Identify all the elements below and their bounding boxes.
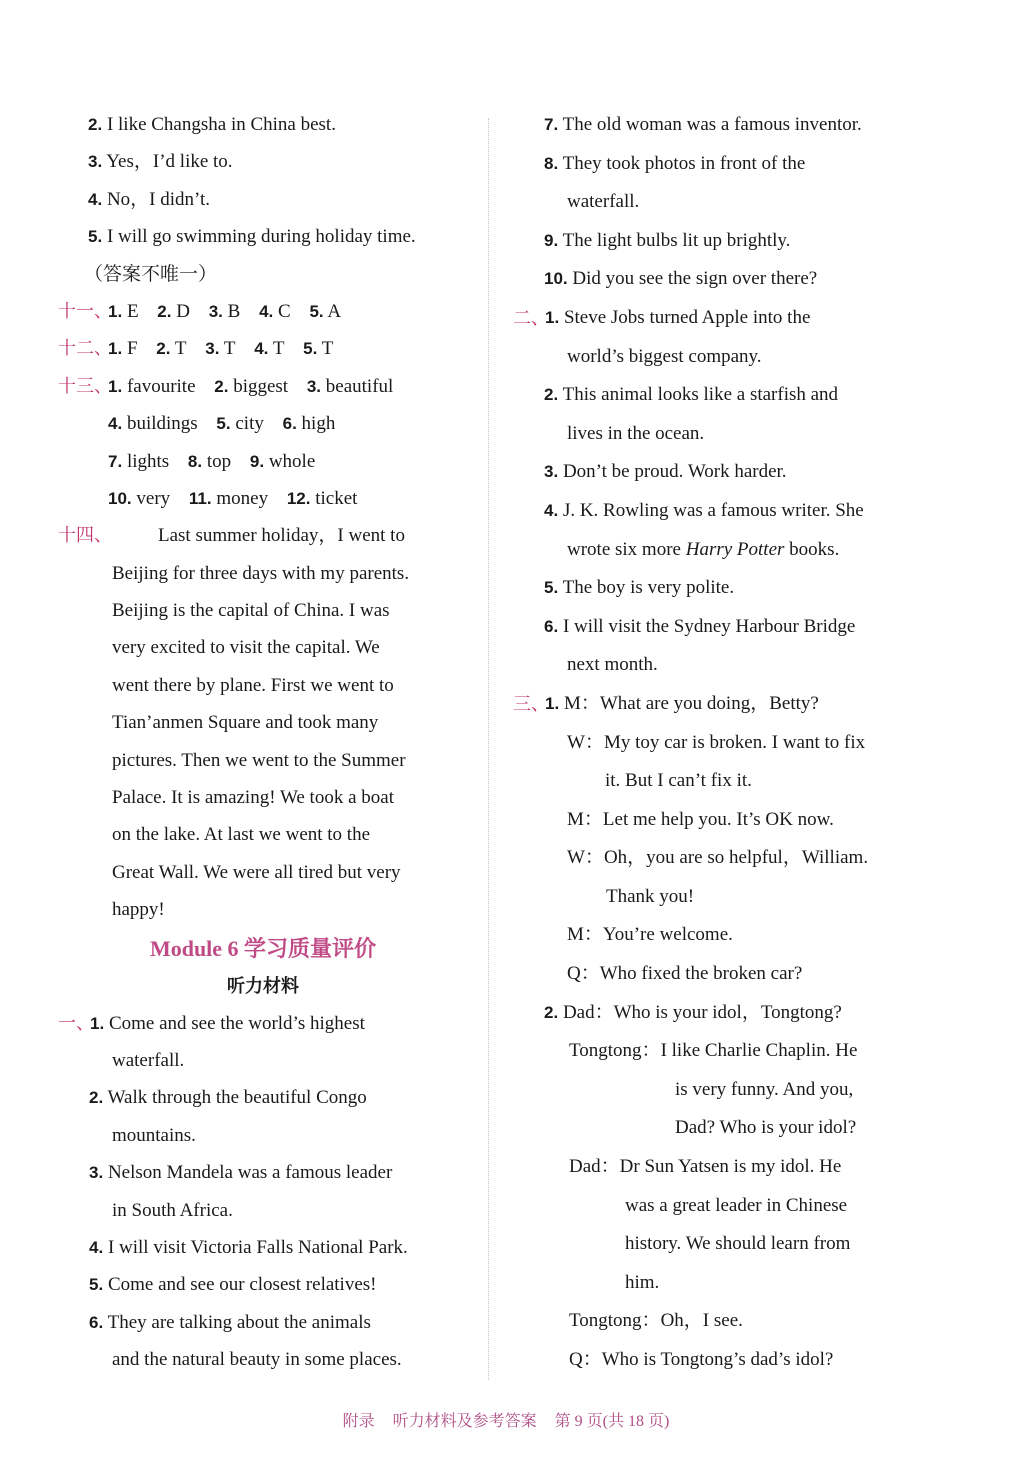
listening-material-title: 听力材料	[227, 975, 299, 997]
section-label: 三、	[513, 693, 549, 714]
listening-item: 二、 1. Steve Jobs turned Apple into the	[513, 299, 923, 338]
answer-note: （答案不唯一）	[84, 263, 218, 285]
dialogue-line: Tongtong：I like Charlie Chaplin. He	[569, 1040, 858, 1062]
dialogue-line: M：You’re welcome.	[567, 924, 733, 946]
book-title: Harry Potter	[685, 538, 785, 560]
listening-item: 4. I will visit Victoria Falls National Park.	[89, 1236, 408, 1258]
dialogue-line: was a great leader in Chinese	[625, 1194, 848, 1216]
listening-item: 一、 1. Come and see the world’s highest	[58, 1005, 468, 1042]
listening-item-cont: mountains.	[112, 1124, 196, 1146]
essay-line: pictures. Then we went to the Summer	[112, 749, 406, 771]
listening-item: 8. They took photos in front of the	[544, 152, 806, 174]
dialogue-line: history. We should learn from	[625, 1233, 851, 1255]
section-13-row: 7. lights 8. top 9. whole	[108, 450, 316, 472]
listening-item: 5. The boy is very polite.	[544, 577, 735, 599]
question-line: Q：Who is Tongtong’s dad’s idol?	[569, 1349, 834, 1370]
dialogue-line: Thank you!	[606, 885, 695, 907]
listening-item-cont: next month.	[567, 654, 658, 676]
essay-line: very excited to visit the capital. We	[112, 637, 380, 659]
listening-item-cont: world’s biggest company.	[567, 345, 762, 367]
dialogue-line: 2. Dad：Who is your idol，Tongtong?	[544, 1001, 842, 1023]
listening-item-cont: and the natural beauty in some places.	[112, 1349, 402, 1371]
essay-line: went there by plane. First we went to	[112, 674, 394, 696]
answer-line: 4. No，I didn’t.	[88, 188, 211, 210]
section-label: 十二、	[58, 338, 112, 359]
essay-line: Beijing is the capital of China. I was	[112, 600, 390, 622]
dialogue-line: is very funny. And you,	[675, 1078, 854, 1100]
dialogue-line: him.	[625, 1271, 660, 1293]
dialogue-line: Dad? Who is your idol?	[675, 1117, 857, 1139]
essay-line: Beijing for three days with my parents.	[112, 562, 410, 584]
listening-item-cont: waterfall.	[567, 191, 640, 213]
listening-item-cont: lives in the ocean.	[567, 422, 705, 444]
listening-item: 5. Come and see our closest relatives!	[89, 1274, 377, 1296]
essay-line: happy!	[112, 899, 165, 921]
essay-line: on the lake. At last we went to the	[112, 824, 371, 846]
dialogue-line: Tongtong：Oh，I see.	[569, 1310, 743, 1332]
listening-item: 10. Did you see the sign over there?	[544, 268, 818, 290]
essay-line: Tian’anmen Square and took many	[112, 712, 379, 734]
listening-item: 2. Walk through the beautiful Congo	[89, 1087, 367, 1109]
essay-line: Palace. It is amazing! We took a boat	[112, 787, 394, 809]
dialogue-line: M：Let me help you. It’s OK now.	[567, 808, 834, 830]
section-label: 十一、	[58, 300, 112, 321]
essay-line: Great Wall. We were all tired but very	[112, 861, 401, 883]
essay-line: 十四、 Last summer holiday，I went to	[58, 517, 468, 554]
listening-item: 9. The light bulbs lit up brightly.	[544, 229, 791, 251]
section-label: 一、	[58, 1012, 94, 1033]
listening-item-cont: wrote six more Harry Potter books.	[567, 538, 840, 560]
section-label: 十三、	[58, 375, 112, 396]
listening-item: 6. I will visit the Sydney Harbour Bridge	[544, 615, 856, 637]
section-label: 十四、	[58, 525, 112, 546]
right-column	[513, 106, 923, 1380]
page-number: 第 9 页(共 18 页)	[554, 1413, 670, 1430]
column-divider	[488, 118, 489, 1380]
page-footer	[0, 1408, 1012, 1431]
section-13: 十三、 1. favourite 2. biggest 3. beautiful	[58, 368, 468, 405]
answer-line: 5. I will go swimming during holiday time.	[88, 226, 416, 248]
listening-item: 3. Nelson Mandela was a famous leader	[89, 1162, 393, 1184]
module-title: Module 6 学习质量评价	[149, 935, 377, 961]
left-column	[58, 106, 468, 1379]
dialogue-line: Dad：Dr Sun Yatsen is my idol. He	[569, 1156, 842, 1178]
dialogue-line: 三、 1. M：What are you doing，Betty?	[513, 685, 923, 724]
dialogue-line: W：My toy car is broken. I want to fix	[567, 731, 866, 753]
section-13-row: 10. very 11. money 12. ticket	[108, 487, 358, 509]
footer-title: 听力材料及参考答案	[392, 1413, 537, 1430]
section-11: 十一、 1. E 2. D 3. B 4. C 5. A	[58, 293, 468, 330]
dialogue-line: it. But I can’t fix it.	[605, 770, 752, 792]
section-label: 二、	[513, 307, 549, 328]
listening-item-cont: in South Africa.	[112, 1199, 233, 1221]
listening-item-cont: waterfall.	[112, 1049, 185, 1071]
dialogue-line: W：Oh，you are so helpful，William.	[567, 847, 869, 869]
question-line: Q：Who fixed the broken car?	[567, 963, 803, 985]
listening-item: 6. They are talking about the animals	[89, 1311, 371, 1333]
listening-item: 4. J. K. Rowling was a famous writer. She	[544, 499, 864, 521]
section-12: 十二、 1. F 2. T 3. T 4. T 5. T	[58, 330, 468, 367]
listening-item: 3. Don’t be proud. Work harder.	[544, 461, 787, 483]
listening-item: 7. The old woman was a famous inventor.	[544, 114, 862, 135]
answer-line: 2. I like Changsha in China best.	[88, 114, 336, 135]
answer-line: 3. Yes，I’d like to.	[88, 151, 233, 173]
listening-item: 2. This animal looks like a starfish and	[544, 384, 839, 406]
footer-appendix: 附录	[342, 1413, 375, 1430]
section-13-row: 4. buildings 5. city 6. high	[108, 413, 336, 435]
